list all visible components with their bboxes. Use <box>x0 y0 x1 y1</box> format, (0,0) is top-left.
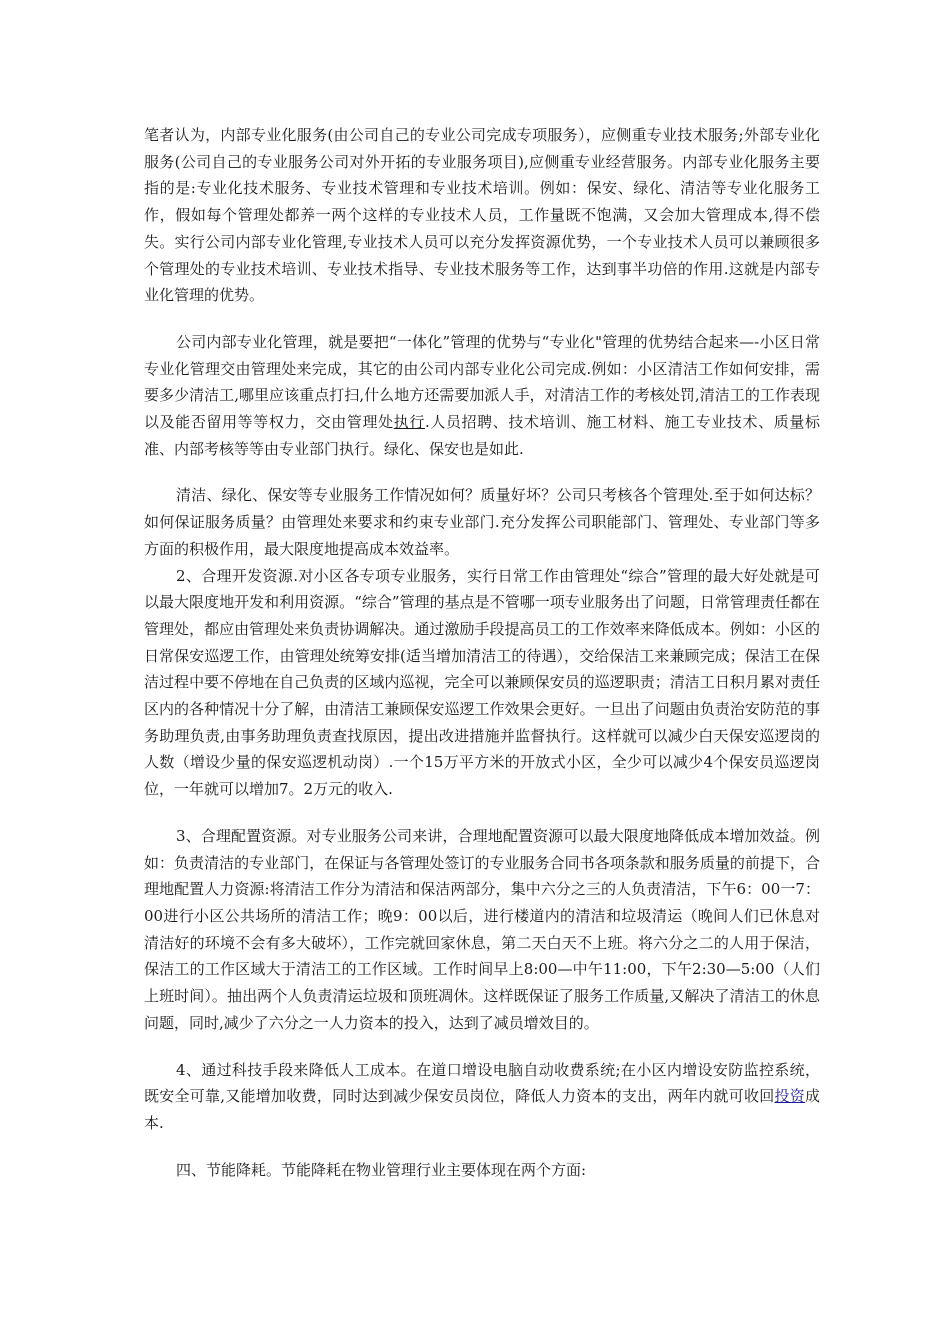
paragraph-text: .人员招聘、技术培训、施工材料、施工专业技术、质量标准、内部考核等等由专业部门执行。绿化、保安也是如此. <box>144 413 820 458</box>
paragraph-text: 4、通过科技手段来降低人工成本。在道口增设电脑自动收费系统;在小区内增设安防监控系统，既安全可靠,又能增加收费，同时达到减少保安员岗位，降低人力资本的支出，两年内就可收回 <box>144 1060 820 1106</box>
paragraph-text: 四、节能降耗。节能降耗在物业管理行业主要体现在两个方面: <box>176 1160 587 1179</box>
paragraph-text: 清洁、绿化、保安等专业服务工作情况如何？质量好坏？公司只考核各个管理处.至于如何达标？如何保证服务质量？由管理处来要求和约束专业部门.充分发挥公司职能部门、管理处、专业部门等多方面的积极作用，最大限度地提高成本效益率。 <box>144 486 820 558</box>
paragraph-internal-specialization <box>144 122 820 309</box>
paragraph-energy-saving <box>144 1157 820 1184</box>
paragraph-technology <box>144 1057 820 1137</box>
paragraph-resource-development <box>144 563 820 803</box>
investment-link[interactable]: 投资 <box>774 1087 805 1106</box>
paragraph-text: 公司内部专业化管理，就是要把“一体化”管理的优势与“专业化"管理的优势结合起来—-小区日常专业化管理交由管理处来完成，其它的由公司内部专业化公司完成.例如：小区清洁工作如何安排，需要多少清洁工,哪里应该重点打扫,什么地方还需要加派人手，对清洁工作的考核处罚,清洁工的工作表现以及能否留用等等权力，交由管理处 <box>144 332 820 432</box>
paragraph-text: 成本. <box>144 1087 820 1132</box>
paragraph-text: 3、合理配置资源。对专业服务公司来讲，合理地配置资源可以最大限度地降低成本增加效益。例如：负责清洁的专业部门，在保证与各管理处签订的专业服务合同书各项条款和服务质量的前提下，合理地配置人力资源:将清洁工作分为清洁和保洁两部分，集中六分之三的人负责清洁，下午6：00一7：00进行小区公共场所的清洁工作；晚9：00以后，进行楼道内的清洁和垃圾清运（晚间人们已休息对清洁好的环境不会有多大破坏），工作完就回家休息，第二天白天不上班。将六分之二的人用于保洁，保洁工的工作区域大于清洁工的工作区域。工作时间早上8:00—中午11:00，下午2:30—5:00（人们上班时间）。抽出两个人负责清运垃圾和顶班凋休。这样既保证了服务工作质量,又解决了清洁工的休息问题，同时,减少了六分之一人力资本的投入，达到了减员增效目的。 <box>144 826 820 1032</box>
paragraph-text: 笔者认为，内部专业化服务(由公司自己的专业公司完成专项服务），应侧重专业技术服务;外部专业化服务(公司自己的专业服务公司对外开拓的专业服务项目),应侧重专业经营服务。内部专业化服务主要指的是:专业化技术服务、专业技术管理和专业技术培训。例如：保安、绿化、清洁等专业化服务工作，假如每个管理处都养一两个这样的专业技术人员，工作量既不饱满，又会加大管理成本,得不偿失。实行公司内部专业化管理,专业技术人员可以充分发挥资源优势，一个专业技术人员可以兼顾很多个管理处的专业技术培训、专业技术指导、专业技术服务等工作，达到事半功倍的作用.这就是内部专业化管理的优势。 <box>144 126 820 305</box>
paragraph-text: 2、合理开发资源.对小区各专项专业服务，实行日常工作由管理处“综合”管理的最大好处就是可以最大限度地开发和利用资源。“综合”管理的基点是不管哪一项专业服务出了问题，日常管理责任都在管理处，都应由管理处来负责协调解决。通过激励手段提高员工的工作效率来降低成本。例如：小区的日常保安巡逻工作，由管理处统筹安排(适当增加清洁工的待遇），交给保洁工来兼顾完成；保洁工在保洁过程中要不停地在自己负责的区域内巡视，完全可以兼顾保安员的巡逻职责；清洁工日积月累对责任区内的各种情况十分了解，由清洁工兼顾保安巡逻工作效果会更好。一旦出了问题由负责治安防范的事务助理负责,由事务助理负责查找原因，提出改进措施并监督执行。这样就可以减少白天保安巡逻岗的人数（增设少量的保安巡逻机动岗）.一个15万平方米的开放式小区，全少可以减少4个保安员巡逻岗位，一年就可以增加7。2万元的收入. <box>144 566 820 799</box>
paragraph-quality-assessment <box>144 482 820 562</box>
paragraph-resource-allocation <box>144 823 820 1037</box>
document-page <box>144 122 820 1183</box>
execute-link[interactable]: 执行 <box>393 413 425 432</box>
paragraph-integration <box>144 329 820 463</box>
